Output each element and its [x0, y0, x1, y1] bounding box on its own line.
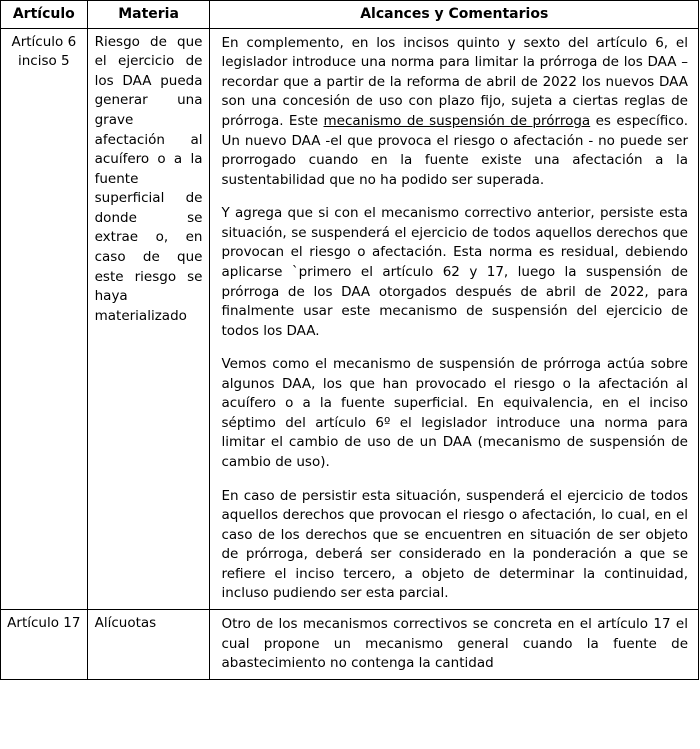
- header-row: [1, 1, 699, 29]
- table-row-articulo-6-inciso-5: [1, 28, 699, 609]
- column-header-alcances-comentarios: Alcances y Comentarios: [210, 1, 699, 29]
- comment-paragraph-1: [221, 34, 688, 191]
- comment-paragraph-1: Otro de los mecanismos correctivos se concreta en el artículo 17 el cual propone un mecanismo general cuando la fuente de abastecimiento no contenga la cantidad: [221, 615, 688, 672]
- cell-articulo: Artículo 6 inciso 5: [1, 28, 88, 609]
- cell-comentarios: [210, 609, 699, 679]
- comment-paragraph-2: Y agrega que si con el mecanismo correctivo anterior, persiste esta situación, se suspenderá el ejercicio de todos aquellos derechos que provocan el riesgo o afectación. Esta norma es residual, debiendo aplicarse `primero el artículo 62 y 17, luego la suspensión de prórroga de los DAA otorgados después de abril de 2022, para finalmente usar este mecanismo de suspensión del ejercicio de todos los DAA.: [221, 205, 688, 339]
- cell-materia: Riesgo de que el ejercicio de los DAA pueda generar una grave afectación al acuífero o a la fuente superficial de donde se extrae o, en caso de que este riesgo se haya materializado: [87, 28, 210, 609]
- cell-comentarios: [210, 28, 699, 609]
- comment-paragraph-4: En caso de persistir esta situación, suspenderá el ejercicio de todos aquellos derechos que provocan el riesgo o afectación, lo cual, en el caso de los derechos que se encuentren en situación de ser objeto de prórroga, deberá ser considerado en la ponderación a que se refiere el inciso tercero, a objeto de determinar la continuidad, incluso pudiendo ser esta parcial.: [221, 487, 688, 602]
- underlined-phrase: mecanismo de suspensión de prórroga: [323, 113, 591, 130]
- column-header-materia: Materia: [87, 1, 210, 29]
- paragraph-1-text-before-underline: En complemento, en los incisos quinto y sexto del artículo 6, el legislador introduce una norma para limitar la prórroga de los DAA – recordar que a partir de la reforma de abril de 2022 los nuevos DAA son una concesión de uso con plazo fijo, sujeta a ciertas reglas de prórroga. Este: [221, 34, 688, 130]
- column-header-articulo: Artículo: [1, 1, 88, 29]
- cell-materia: Alícuotas: [87, 609, 210, 679]
- comment-paragraph-3: Vemos como el mecanismo de suspensión de prórroga actúa sobre algunos DAA, los que han provocado el riesgo o la afectación al acuífero o a la fuente superficial. En equivalencia, en el inciso séptimo del artículo 6º el legislador introduce una norma para limitar el cambio de uso de un DAA (mecanismo de suspensión de cambio de uso).: [221, 356, 688, 471]
- table-row-articulo-17: [1, 609, 699, 679]
- cell-articulo: Artículo 17: [1, 609, 88, 679]
- paragraph-1-text-after-underline: es específico. Un nuevo DAA -el que provoca el riesgo o afectación - no puede ser prorrogado cuando en la fuente existe una afectación a la sustentabilidad que no ha podido ser superada.: [221, 113, 688, 188]
